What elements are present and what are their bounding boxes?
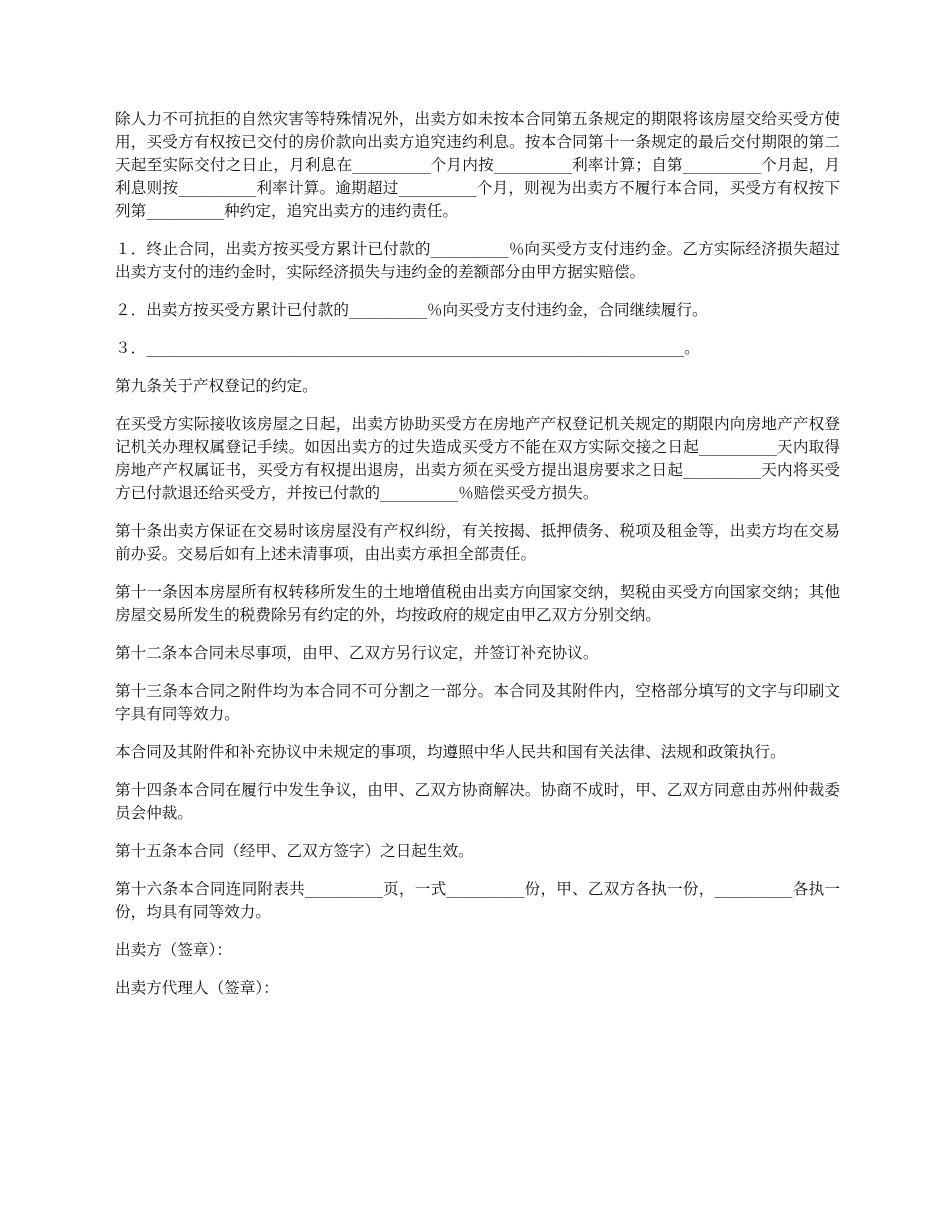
- paragraph-breach-interest: 除人力不可抗拒的自然灾害等特殊情况外，出卖方如未按本合同第五条规定的期限将该房屋交给买受方使用，买受方有权按已交付的房价款向出卖方追究违约利息。按本合同第十一条规定的最后交付期限的第二天起至实际交付之日止，月利息在__________个月内按__________利率计算；自第__________个月起，月利息则按__________利率计算。逾期超过__________个月，则视为出卖方不履行本合同，买受方有权按下列第__________种约定，追究出卖方的违约责任。: [115, 110, 840, 220]
- paragraph-option-3: ３．_____________________________________________________________________。: [115, 339, 700, 357]
- supplementary-clause: 本合同及其附件和补充协议中未规定的事项，均遵照中华人民共和国有关法律、法规和政策执行。: [115, 743, 786, 761]
- article-13: 第十三条本合同之附件均为本合同不可分割之一部分。本合同及其附件内，空格部分填写的文字与印刷文字具有同等效力。: [115, 682, 840, 723]
- paragraph-option-2: ２．出卖方按买受方累计已付款的__________％向买受方支付违约金，合同继续履行。: [115, 301, 708, 319]
- article-9-body: 在买受方实际接收该房屋之日起，出卖方协助买受方在房地产产权登记机关规定的期限内向房地产产权登记机关办理权属登记手续。如因出卖方的过失造成买受方不能在双方实际交接之日起__________天内取得房地产产权属证书，买受方有权提出退房，出卖方须在买受方提出退房要求之日起__________天内将买受方已付款退还给买受方，并按已付款的__________％赔偿买受方损失。: [115, 415, 840, 502]
- article-10: 第十条出卖方保证在交易时该房屋没有产权纠纷，有关按揭、抵押债务、税项及租金等，出卖方均在交易前办妥。交易后如有上述未清事项，由出卖方承担全部责任。: [115, 522, 840, 563]
- article-12: 第十二条本合同未尽事项，由甲、乙双方另行议定，并签订补充协议。: [115, 644, 599, 662]
- contract-page: [115, 108, 840, 1015]
- article-11: 第十一条因本房屋所有权转移所发生的土地增值税由出卖方向国家交纳，契税由买受方向国家交纳；其他房屋交易所发生的税费除另有约定的外，均按政府的规定由甲乙双方分别交纳。: [115, 583, 840, 624]
- article-16: 第十六条本合同连同附表共__________页，一式__________份，甲、乙双方各执一份，__________各执一份，均具有同等效力。: [115, 880, 840, 921]
- paragraph-option-1: １．终止合同，出卖方按买受方累计已付款的__________％向买受方支付违约金。乙方实际经济损失超过出卖方支付的违约金时，实际经济损失与违约金的差额部分由甲方据实赔偿。: [115, 240, 840, 281]
- article-15: 第十五条本合同（经甲、乙双方签字）之日起生效。: [115, 842, 474, 860]
- seller-agent-signature-line: 出卖方代理人（签章）：: [115, 979, 279, 997]
- article-14: 第十四条本合同在履行中发生争议，由甲、乙双方协商解决。协商不成时，甲、乙双方同意由苏州仲裁委员会仲裁。: [115, 781, 840, 822]
- seller-signature-line: 出卖方（签章）：: [115, 941, 232, 959]
- article-9-heading: 第九条关于产权登记的约定。: [115, 377, 318, 395]
